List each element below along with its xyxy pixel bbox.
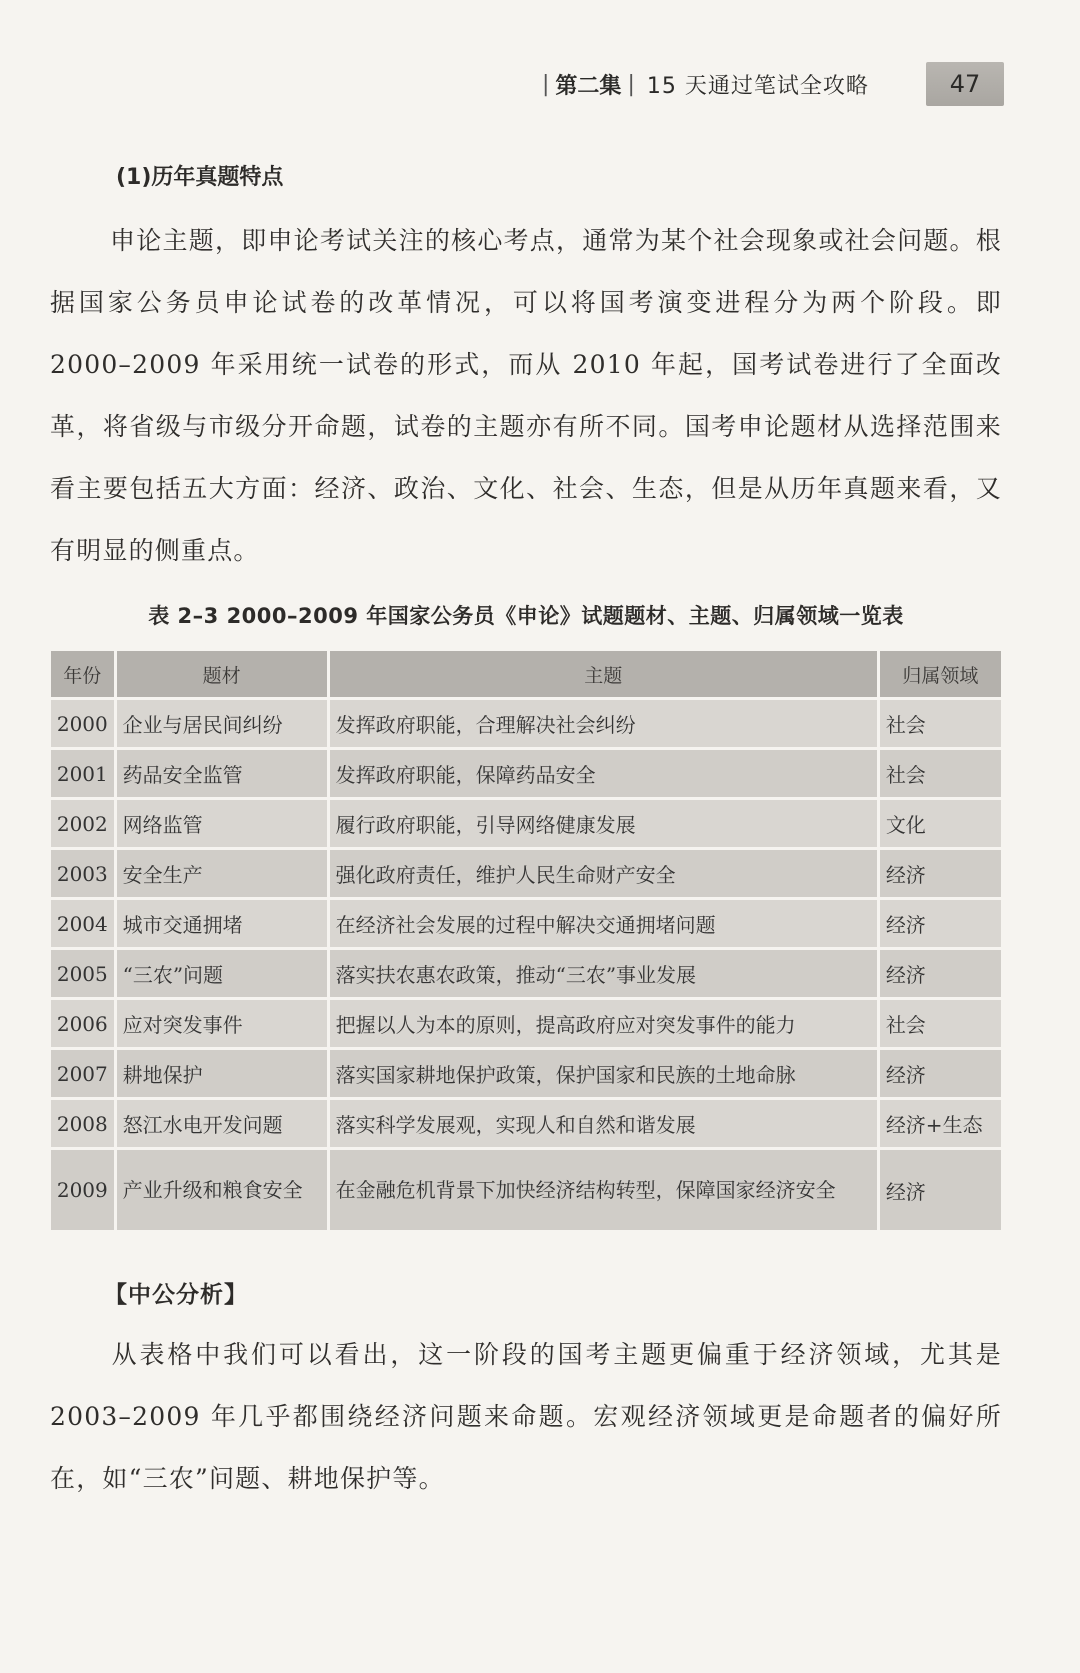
cell-material: “三农”问题 (117, 950, 327, 997)
table-row (51, 850, 1001, 897)
cell-year: 2001 (51, 750, 114, 797)
cell-theme: 在经济社会发展的过程中解决交通拥堵问题 (330, 900, 877, 947)
cell-theme: 在金融危机背景下加快经济结构转型，保障国家经济安全 (330, 1150, 877, 1230)
cell-theme: 落实扶农惠农政策，推动“三农”事业发展 (330, 950, 877, 997)
cell-domain: 社会 (880, 750, 1001, 797)
header-divider: | (542, 71, 550, 97)
table-row (51, 1150, 1001, 1230)
cell-material: 怒江水电开发问题 (117, 1100, 327, 1147)
cell-material: 耕地保护 (117, 1050, 327, 1097)
table-row (51, 950, 1001, 997)
cell-material: 企业与居民间纠纷 (117, 700, 327, 747)
cell-year: 2008 (51, 1100, 114, 1147)
cell-domain: 经济 (880, 1150, 1001, 1230)
cell-year: 2009 (51, 1150, 114, 1230)
table-row (51, 800, 1001, 847)
table-row (51, 1050, 1001, 1097)
header-title: 15 天通过笔试全攻略 (646, 73, 869, 99)
table-header-row (51, 651, 1001, 697)
header-year: 年份 (51, 651, 114, 697)
cell-year: 2003 (51, 850, 114, 897)
cell-year: 2004 (51, 900, 114, 947)
cell-domain: 经济+生态 (880, 1100, 1001, 1147)
cell-material: 药品安全监管 (117, 750, 327, 797)
cell-domain: 社会 (880, 1000, 1001, 1047)
analysis-paragraph (50, 1324, 1002, 1510)
cell-material: 产业升级和粮食安全 (117, 1150, 327, 1230)
cell-material: 应对突发事件 (117, 1000, 327, 1047)
header-part-label: 第二集 (555, 73, 622, 99)
section-heading: (1)历年真题特点 (116, 165, 284, 190)
cell-theme: 发挥政府职能，合理解决社会纠纷 (330, 700, 877, 747)
table-row (51, 750, 1001, 797)
cell-domain: 经济 (880, 900, 1001, 947)
cell-domain: 文化 (880, 800, 1001, 847)
cell-domain: 经济 (880, 1050, 1001, 1097)
table-row (51, 700, 1001, 747)
header-theme: 主题 (330, 651, 877, 697)
page-number: 47 (926, 62, 1004, 106)
intro-paragraph (50, 210, 1002, 582)
table-caption: 表 2–3 2000–2009 年国家公务员《申论》试题题材、主题、归属领域一览表 (148, 604, 904, 628)
table-row (51, 1100, 1001, 1147)
intro-paragraph-text: 申论主题，即申论考试关注的核心考点，通常为某个社会现象或社会问题。根据国家公务员申论试卷的改革情况，可以将国考演变进程分为两个阶段。即 2000–2009 年采用统一试卷的形式，而从 2010 年起，国考试卷进行了全面改革，将省级与市级分开命题，试卷的主题亦有所不同。国考申论题材从选择范围来看主要包括五大方面：经济、政治、文化、社会、生态，但是从历年真题来看，又有明显的侧重点。 (50, 226, 1002, 565)
cell-material: 安全生产 (117, 850, 327, 897)
cell-theme: 把握以人为本的原则，提高政府应对突发事件的能力 (330, 1000, 877, 1047)
cell-domain: 社会 (880, 700, 1001, 747)
cell-material: 网络监管 (117, 800, 327, 847)
analysis-heading: 【中公分析】 (104, 1282, 248, 1308)
cell-year: 2005 (51, 950, 114, 997)
cell-theme: 强化政府责任，维护人民生命财产安全 (330, 850, 877, 897)
table-row (51, 900, 1001, 947)
table-row (51, 1000, 1001, 1047)
cell-domain: 经济 (880, 850, 1001, 897)
cell-year: 2000 (51, 700, 114, 747)
cell-year: 2002 (51, 800, 114, 847)
cell-theme: 履行政府职能，引导网络健康发展 (330, 800, 877, 847)
cell-theme: 发挥政府职能，保障药品安全 (330, 750, 877, 797)
cell-theme: 落实国家耕地保护政策，保护国家和民族的土地命脉 (330, 1050, 877, 1097)
cell-material: 城市交通拥堵 (117, 900, 327, 947)
header-material: 题材 (117, 651, 327, 697)
running-head (540, 62, 869, 106)
analysis-paragraph-text: 从表格中我们可以看出，这一阶段的国考主题更偏重于经济领域，尤其是 2003–2009 年几乎都围绕经济问题来命题。宏观经济领域更是命题者的偏好所在，如“三农”问题、耕地保护等。 (50, 1340, 1002, 1493)
topics-table (48, 648, 1004, 1233)
header-divider: | (627, 71, 635, 97)
cell-year: 2006 (51, 1000, 114, 1047)
header-domain: 归属领域 (880, 651, 1001, 697)
cell-domain: 经济 (880, 950, 1001, 997)
cell-year: 2007 (51, 1050, 114, 1097)
cell-theme: 落实科学发展观，实现人和自然和谐发展 (330, 1100, 877, 1147)
